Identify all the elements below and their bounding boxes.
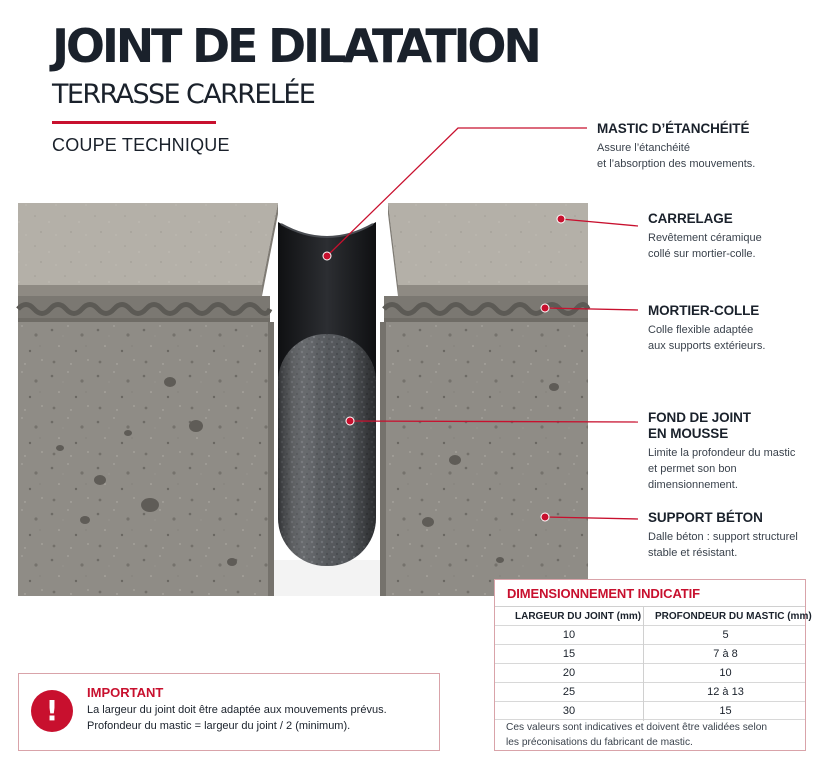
table-row <box>495 625 805 644</box>
callout-mortier-title: MORTIER-COLLE <box>648 303 760 318</box>
dot-carrelage <box>557 215 565 223</box>
callout-mortier <box>648 303 828 354</box>
right-slab <box>380 203 588 596</box>
important-line-1: La largeur du joint doit être adaptée aux mouvements prévus. <box>87 704 387 716</box>
table-row <box>495 701 805 720</box>
callout-support-title: SUPPORT BÉTON <box>648 510 763 525</box>
callout-carrelage-line-2: collé sur mortier-colle. <box>648 248 756 260</box>
callout-mortier-line-2: aux supports extérieurs. <box>648 340 766 352</box>
important-title: IMPORTANT <box>87 685 164 700</box>
right-tile-top <box>388 203 588 285</box>
table-cell: 10 <box>562 629 576 641</box>
table-header-depth: PROFONDEUR DU MASTIC (mm) <box>655 611 812 622</box>
callout-fond-title-1: FOND DE JOINT <box>648 410 751 425</box>
right-concrete <box>380 322 588 596</box>
exclamation-icon: ! <box>31 690 73 732</box>
dot-fond <box>346 417 354 425</box>
dot-mastic <box>323 252 331 260</box>
dot-support <box>541 513 549 521</box>
table-cell: 5 <box>722 629 729 641</box>
table-note <box>506 720 801 750</box>
callout-mastic <box>597 121 829 172</box>
table-cell: 30 <box>562 705 576 717</box>
table-title: DIMENSIONNEMENT INDICATIF <box>507 586 700 601</box>
section-label: COUPE TECHNIQUE <box>52 135 230 155</box>
callout-support-line-2: stable et résistant. <box>648 547 738 559</box>
page-title: JOINT DE DILATATION <box>52 19 539 73</box>
callout-mastic-title: MASTIC D’ÉTANCHÉITÉ <box>597 121 750 136</box>
table-cell: 25 <box>562 686 576 698</box>
callout-carrelage-line-1: Revêtement céramique <box>648 232 762 244</box>
table-cell: 10 <box>719 667 732 679</box>
callout-fond-de-joint <box>648 410 828 493</box>
table-cell: 15 <box>562 648 576 660</box>
callout-support <box>648 510 828 561</box>
table-note-line-2: les préconisations du fabricant de mastic. <box>506 737 693 748</box>
page-subtitle: TERRASSE CARRELÉE <box>52 79 315 110</box>
callout-carrelage <box>648 211 828 262</box>
callout-support-line-1: Dalle béton : support structurel <box>648 531 798 543</box>
dot-mortier <box>541 304 549 312</box>
important-notice <box>18 673 440 751</box>
table-cell: 7 à 8 <box>713 648 738 660</box>
right-tile-edge <box>398 285 588 296</box>
callout-mastic-line-1: Assure l’étanchéité <box>597 142 690 154</box>
left-concrete <box>18 322 274 596</box>
table-cell: 12 à 13 <box>707 686 744 698</box>
table-row <box>495 644 805 663</box>
table-row <box>495 663 805 682</box>
callout-fond-line-2: et permet son bon dimensionnement. <box>648 463 738 491</box>
table-row <box>495 682 805 701</box>
callout-carrelage-title: CARRELAGE <box>648 211 733 226</box>
sizing-table <box>494 579 812 751</box>
callout-mastic-line-2: et l’absorption des mouvements. <box>597 158 756 170</box>
important-line-2: Profondeur du mastic = largeur du joint / 2 (minimum). <box>87 720 351 732</box>
callout-mortier-line-1: Colle flexible adaptée <box>648 324 754 336</box>
left-tile-edge <box>18 285 262 296</box>
table-cell: 15 <box>719 705 732 717</box>
left-slab <box>18 203 278 596</box>
callout-fond-title-2: EN MOUSSE <box>648 426 729 441</box>
table-cell: 20 <box>562 667 576 679</box>
callout-fond-line-1: Limite la profondeur du mastic <box>648 447 796 459</box>
left-tile-top <box>18 203 278 285</box>
table-note-line-1: Ces valeurs sont indicatives et doivent être validées selon <box>506 722 768 733</box>
table-header-width: LARGEUR DU JOINT (mm) <box>515 611 642 622</box>
